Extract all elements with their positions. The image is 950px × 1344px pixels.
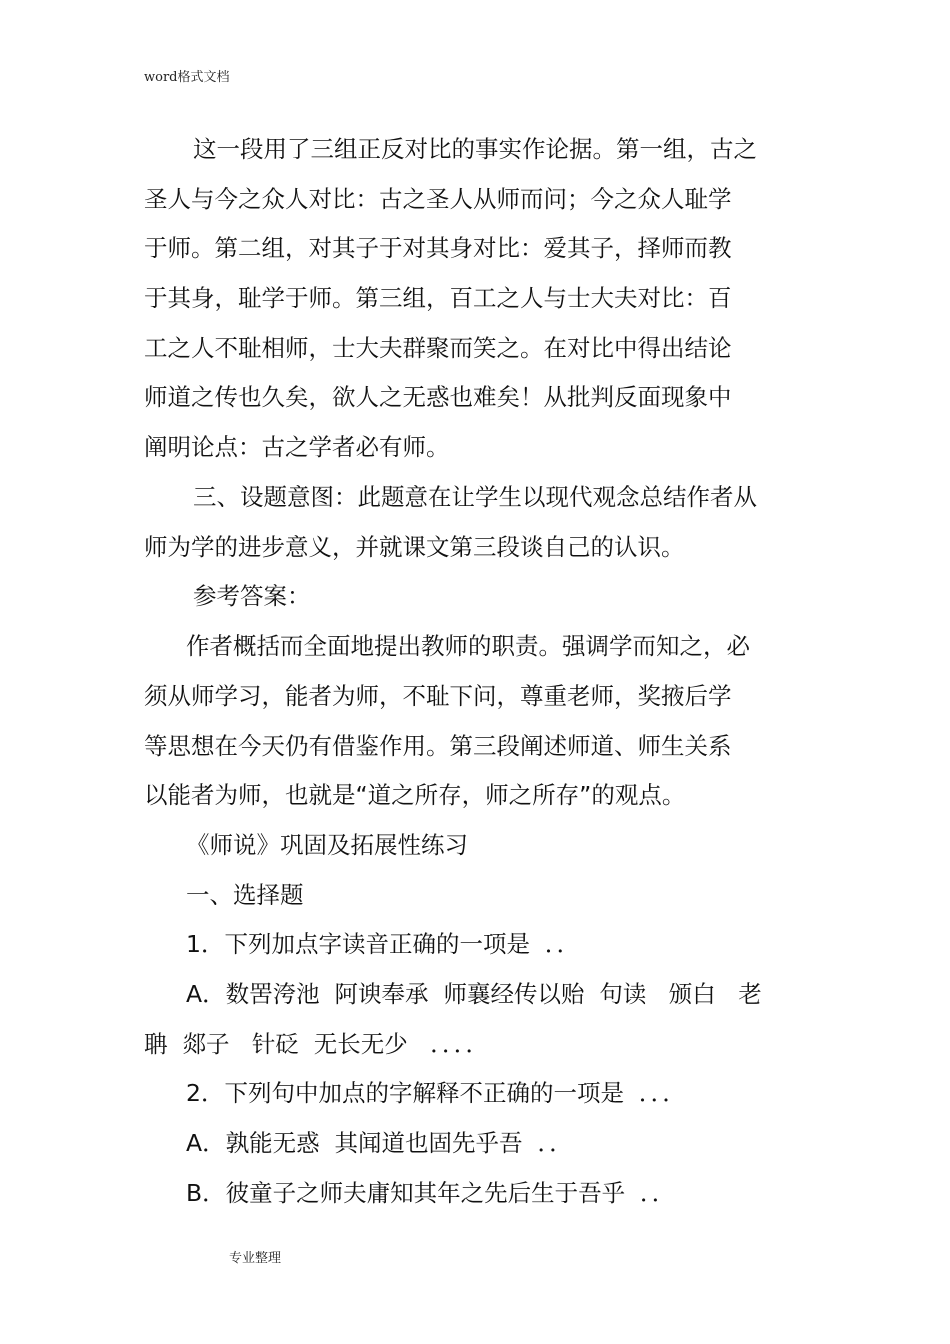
text-line: 以能者为师，也就是“道之所存，师之所存”的观点。 [144,781,686,809]
text-line: 1．下列加点字读音正确的一项是 ．． [186,930,581,958]
text-line: 工之人不耻相师，士大夫群聚而笑之。在对比中得出结论 [144,334,732,362]
page-footer: 专业整理 [229,1251,282,1266]
text-line: 这一段用了三组正反对比的事实作论据。第一组，古之 [193,135,757,163]
text-line: A．数罟洿池 阿谀奉承 师襄经传以贻 句读 颁白 老 [186,980,762,1008]
text-line: 于师。第二组，对其子于对其身对比：爱其子，择师而教 [144,234,732,262]
text-line: 参考答案： [193,582,311,610]
text-line: 作者概括而全面地提出教师的职责。强调学而知之，必 [186,632,750,660]
text-line: 于其身，耻学于师。第三组，百工之人与士大夫对比：百 [144,284,732,312]
text-line: 须从师学习，能者为师，不耻下问，尊重老师，奖掖后学 [144,682,732,710]
page-header: word格式文档 [144,70,230,85]
text-line: 圣人与今之众人对比：古之圣人从师而问；今之众人耻学 [144,185,732,213]
text-line: A．孰能无惑 其闻道也固先乎吾 ．． [186,1129,573,1157]
text-line: 师为学的进步意义，并就课文第三段谈自己的认识。 [144,533,685,561]
text-line: 2．下列句中加点的字解释不正确的一项是 ．．． [186,1079,686,1107]
text-line: 阐明论点：古之学者必有师。 [144,433,450,461]
text-line: 三、设题意图：此题意在让学生以现代观念总结作者从 [193,483,757,511]
text-line: 等思想在今天仍有借鉴作用。第三段阐述师道、师生关系 [144,732,732,760]
text-line: 《师说》巩固及拓展性练习 [186,831,468,859]
text-line: B．彼童子之师夫庸知其年之先后生于吾乎 ．． [186,1179,676,1207]
text-line: 聃 郯子 针砭 无长无少 ．．．． [144,1030,489,1058]
text-line: 一、选择题 [186,881,304,909]
text-line: 师道之传也久矣，欲人之无惑也难矣！从批判反面现象中 [144,383,732,411]
